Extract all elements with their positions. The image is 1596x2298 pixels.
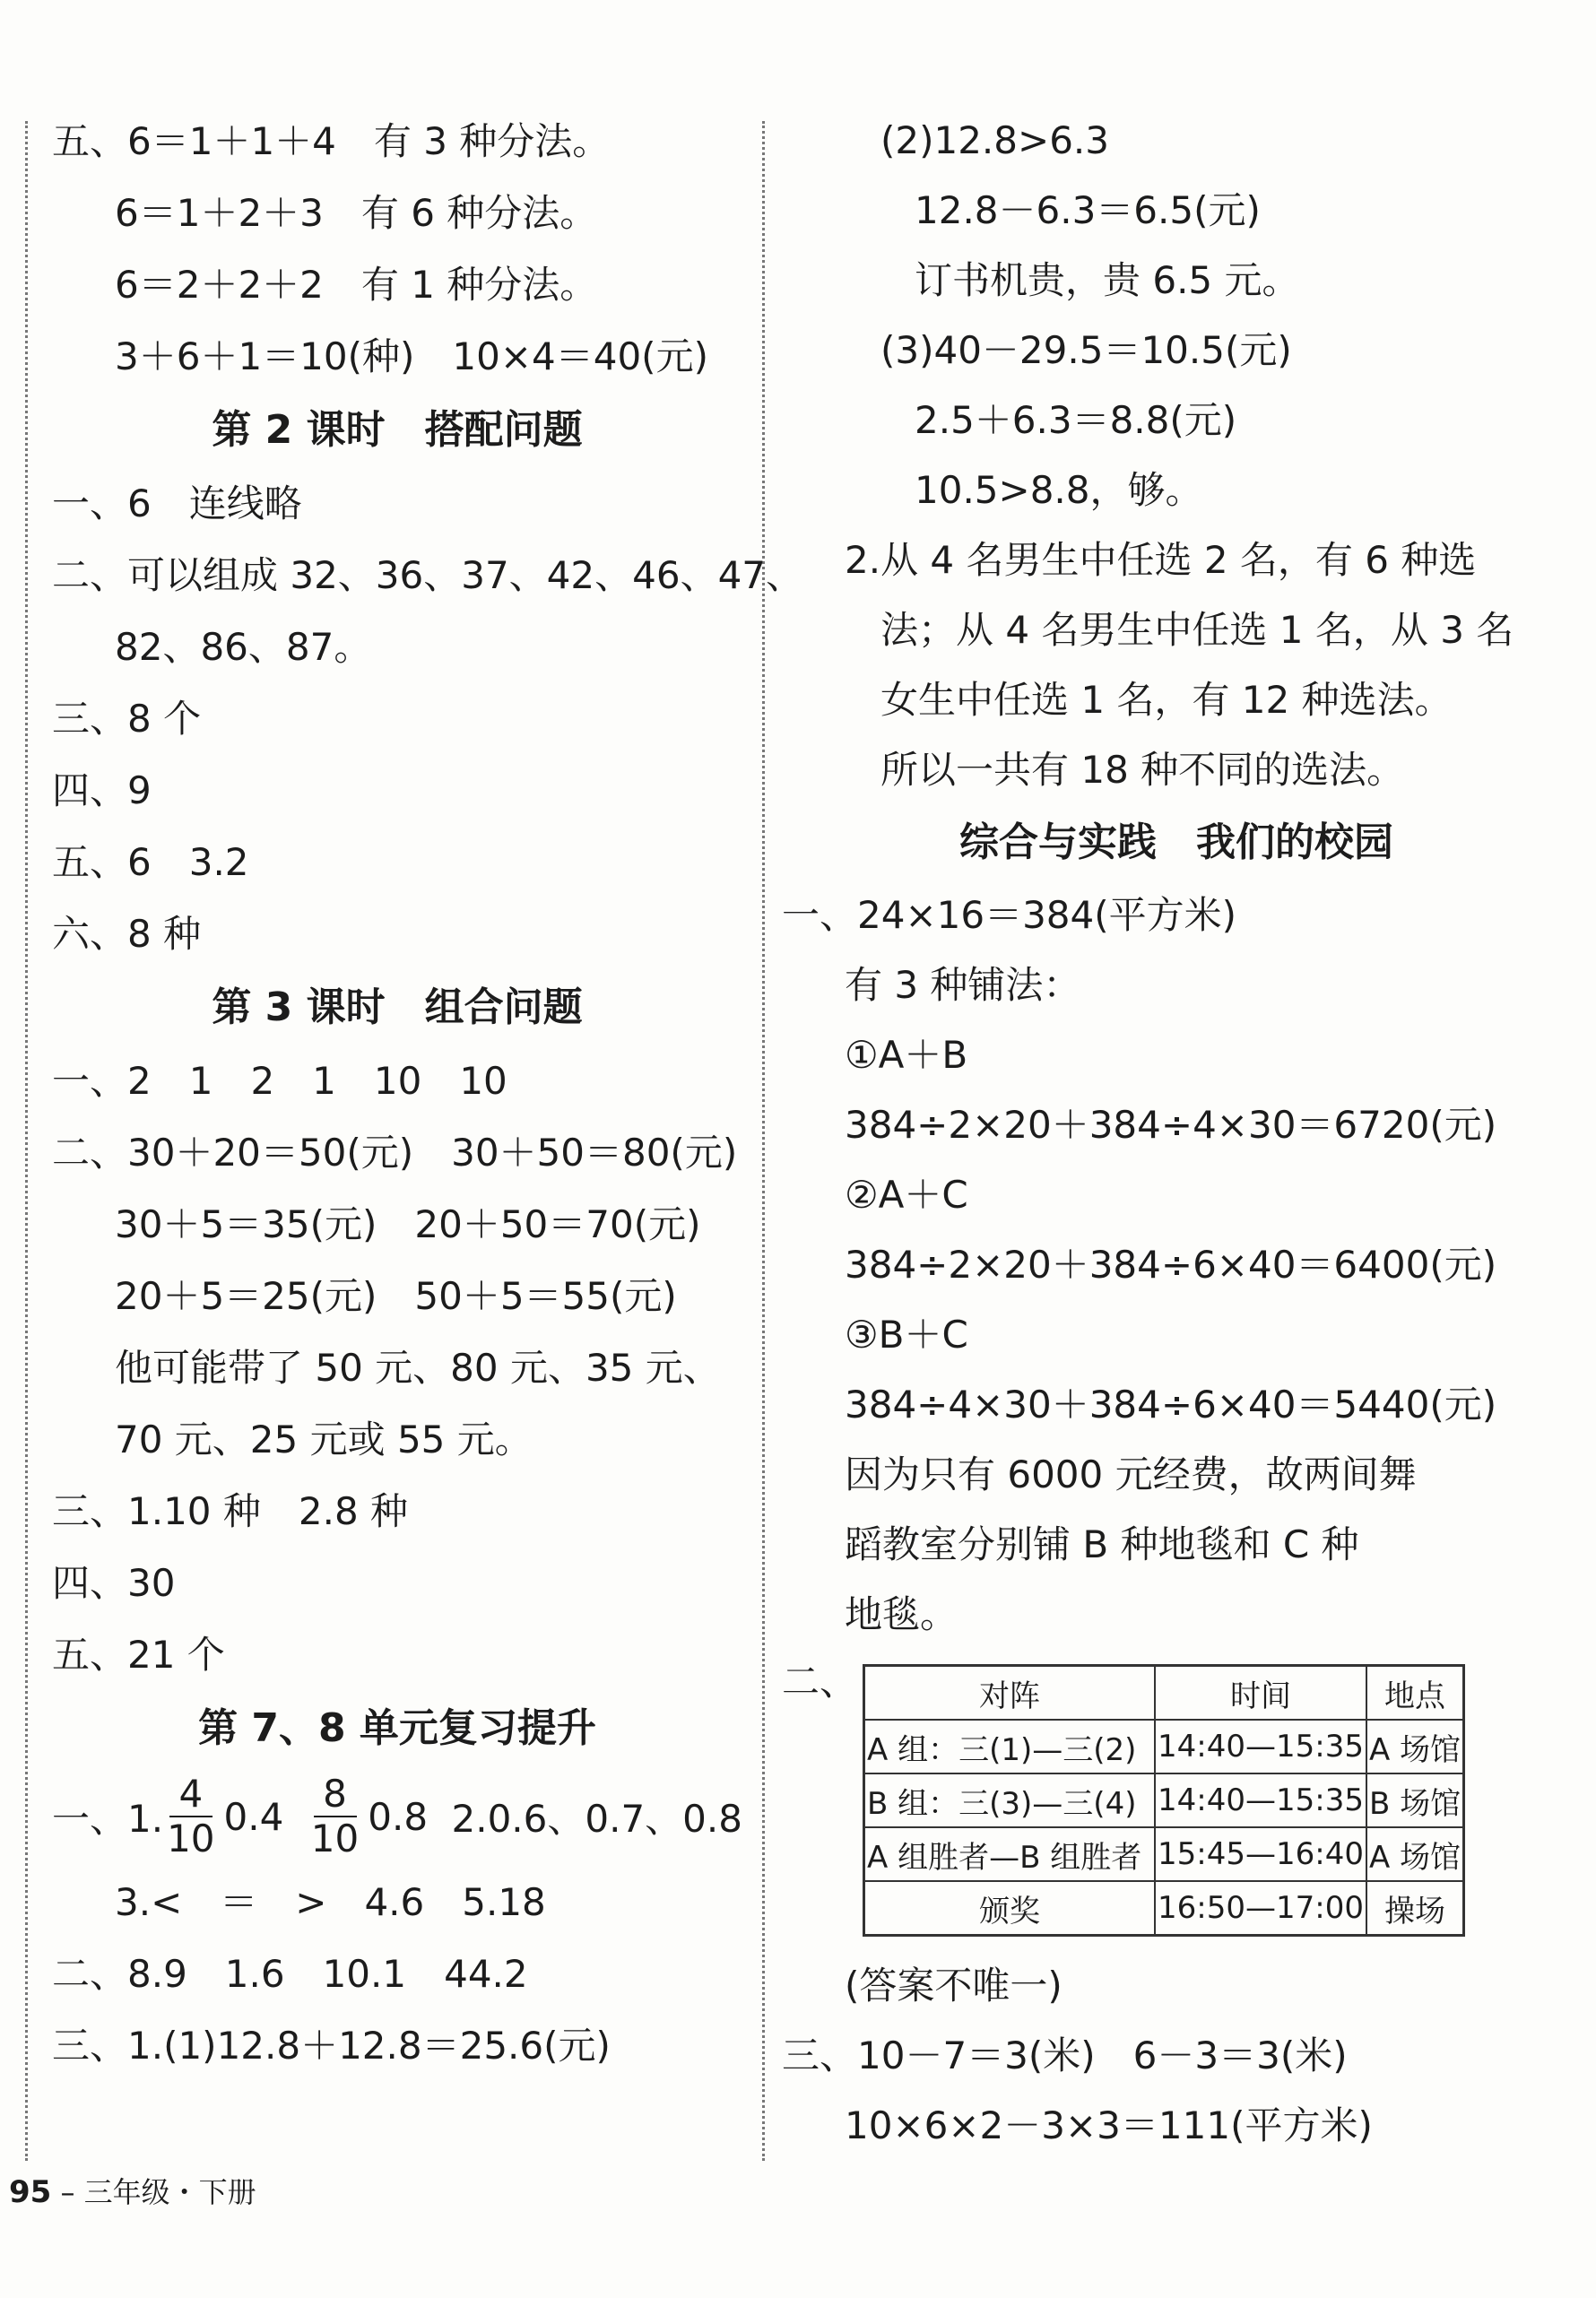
answer-line: 三、1.(1)12.8＋12.8＝25.6(元) [52,2024,611,2068]
answer-line: 一、6 连线略 [52,481,302,525]
table-cell: 操场 [1366,1881,1464,1936]
answer-line: 二、可以组成 32、36、37、42、46、47、 [52,553,804,597]
page-footer [9,2170,256,2211]
table-cell: A 组胜者—B 组胜者 [864,1827,1156,1881]
answer-line: 30＋5＝35(元) 20＋50＝70(元) [115,1202,701,1246]
table-header-cell: 地点 [1366,1666,1464,1721]
table-row [864,1773,1464,1827]
column-divider [762,121,765,2161]
table-cell: A 场馆 [1366,1827,1464,1881]
answer-line: 70 元、25 元或 55 元。 [115,1418,533,1461]
answer-line: 订书机贵，贵 6.5 元。 [915,258,1300,302]
answer-line: ①A＋B [845,1033,968,1077]
answer-line: 20＋5＝25(元) 50＋5＝55(元) [115,1274,677,1318]
answer-line: 女生中任选 1 名，有 12 种选法。 [880,678,1453,722]
answer-line: 四、9 [52,768,152,812]
answer-line: 10×6×2－3×3＝111(平方米) [845,2103,1373,2147]
decimal-value: 0.4 [223,1794,284,1839]
answer-line: 82、86、87。 [115,625,372,669]
table-header-cell: 时间 [1155,1666,1366,1721]
answer-line: 2.5＋6.3＝8.8(元) [915,398,1237,442]
table-cell: B 场馆 [1366,1773,1464,1827]
answer-line: 二、30＋20＝50(元) 30＋50＝80(元) [52,1131,738,1175]
answer-line: 他可能带了 50 元、80 元、35 元、 [115,1346,721,1390]
answer-line: 10.5>8.8，够。 [915,468,1203,512]
answer-line: (2)12.8>6.3 [880,118,1109,162]
fraction-answer-line [52,1766,742,1867]
answer-line: 五、21 个 [52,1633,225,1677]
fraction-denominator: 10 [167,1817,215,1860]
answer-line: 五、6 3.2 [52,840,249,884]
page-number: 95 [9,2174,52,2210]
fraction [311,1773,359,1860]
fraction-numerator: 8 [323,1772,347,1816]
answer-line: 一、24×16＝384(平方米) [782,893,1237,937]
answer-line: 六、8 种 [52,912,202,956]
table-row [864,1881,1464,1936]
schedule-answer [782,1655,1571,1951]
section-heading-unit-review: 第 7、8 单元复习提升 [198,1705,596,1751]
answer-line: 二、8.9 1.6 10.1 44.2 [52,1952,528,1996]
section-heading-practice: 综合与实践 我们的校园 [959,819,1393,865]
answer-line: 384÷2×20＋384÷6×40＝6400(元) [845,1243,1497,1287]
answer-line: 384÷2×20＋384÷4×30＝6720(元) [845,1103,1497,1147]
table-cell: 14:40—15:35 [1155,1720,1366,1773]
answer-line: 四、30 [52,1561,176,1605]
question-prefix: 一、1. [52,1797,164,1841]
answer-line: 3.< ＝ > 4.6 5.18 [115,1880,546,1924]
table-row [864,1827,1464,1881]
schedule-table [863,1664,1465,1937]
answer-line: 法；从 4 名男生中任选 1 名，从 3 名 [880,608,1514,652]
answer-line: 因为只有 6000 元经费，故两间舞 [845,1453,1417,1496]
table-cell: A 场馆 [1366,1720,1464,1773]
table-cell: 14:40—15:35 [1155,1773,1366,1827]
table-cell: 16:50—17:00 [1155,1881,1366,1936]
answer-line: 三、8 个 [52,697,202,741]
answer-line: 五、6＝1＋1＋4 有 3 种分法。 [52,119,611,163]
answer-text: 2.0.6、0.7、0.8 [451,1797,742,1841]
answer-line: 一、2 1 2 1 10 10 [52,1059,507,1103]
answer-line: 三、1.10 种 2.8 种 [52,1489,409,1533]
answer-line: 2.从 4 名男生中任选 2 名，有 6 种选 [845,538,1477,582]
answer-line: 6＝1＋2＋3 有 6 种分法。 [115,191,598,235]
answer-line: 3＋6＋1＝10(种) 10×4＝40(元) [115,334,708,378]
fraction-denominator: 10 [310,1817,360,1860]
answer-line: 384÷4×30＋384÷6×40＝5440(元) [845,1383,1497,1426]
fraction-numerator: 4 [178,1772,204,1816]
table-cell: 15:45—16:40 [1155,1827,1366,1881]
footer-dash: – [60,2175,84,2209]
section-heading-lesson-3: 第 3 课时 组合问题 [212,984,583,1030]
answer-line: 12.8－6.3＝6.5(元) [915,188,1261,232]
answer-line: ②A＋C [845,1173,968,1217]
question-prefix: 二、 [782,1660,858,1704]
grade-label: 三年级・下册 [83,2175,256,2209]
answer-line: 所以一共有 18 种不同的选法。 [880,748,1405,792]
table-header-row [864,1666,1464,1721]
table-header-cell: 对阵 [864,1666,1156,1721]
table-row [864,1720,1464,1773]
answer-line: 地毯。 [845,1592,958,1636]
table-cell: A 组：三(1)—三(2) [864,1720,1156,1773]
answer-line: (3)40－29.5＝10.5(元) [880,328,1292,372]
left-margin-divider [25,121,28,2161]
section-heading-lesson-2: 第 2 课时 搭配问题 [212,407,583,453]
answer-line: ③B＋C [845,1313,968,1357]
answer-line: (答案不唯一) [845,1964,1063,2007]
answer-line: 三、10－7＝3(米) 6－3＝3(米) [782,2034,1348,2077]
answer-line: 有 3 种铺法： [845,963,1081,1007]
table-cell: B 组：三(3)—三(4) [864,1773,1156,1827]
right-column [782,106,1571,2161]
decimal-value: 0.8 [368,1794,429,1839]
answer-line: 蹈教室分别铺 B 种地毯和 C 种 [845,1522,1359,1566]
answer-line: 6＝2＋2＋2 有 1 种分法。 [115,263,598,307]
left-column [52,106,804,2082]
table-cell: 颁奖 [864,1881,1156,1936]
fraction [167,1773,214,1860]
